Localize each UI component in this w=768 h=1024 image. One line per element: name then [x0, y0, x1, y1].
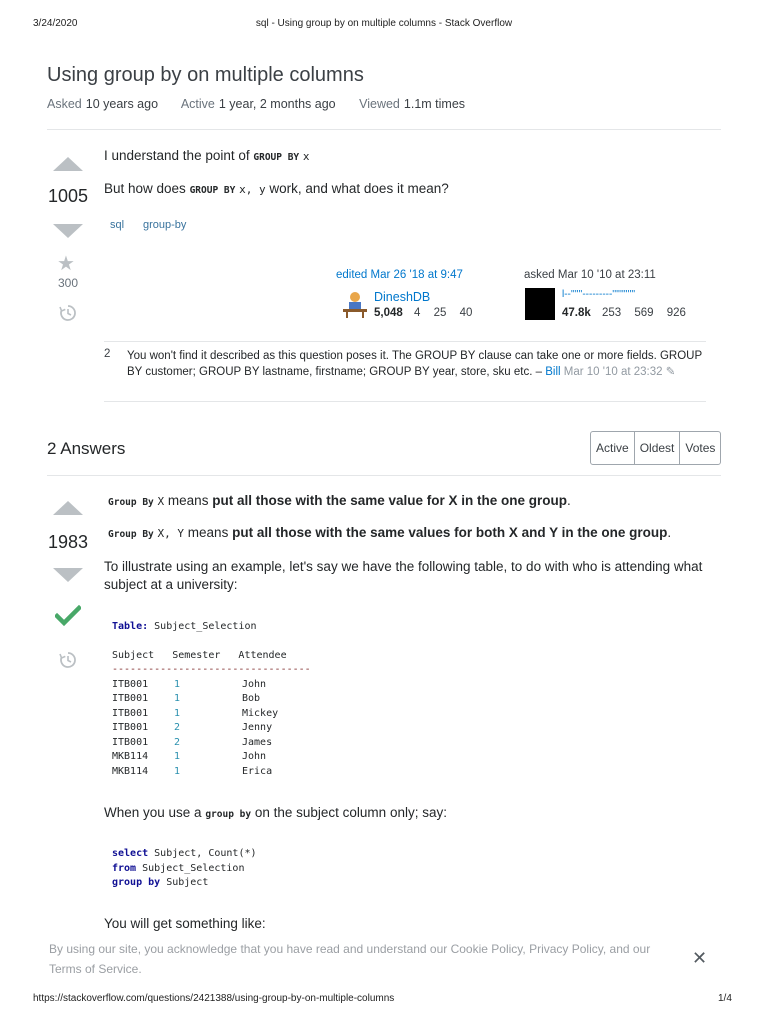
question-line-2: But how does GROUP BY x, y work, and what does it mean? — [104, 181, 449, 196]
answer-para-5: You will get something like: — [104, 916, 266, 931]
print-url: https://stackoverflow.com/questions/2421388/using-group-by-on-multiple-columns — [33, 993, 395, 1004]
table-row: ITB001 1 Mickey — [112, 707, 279, 719]
asked-timestamp[interactable]: asked Mar 10 '10 at 23:11 — [524, 269, 656, 281]
question-vote-count: 1005 — [47, 186, 89, 206]
answer-para-1: Group By X means put all those with the same value for X in the one group. — [108, 493, 571, 508]
viewed-label: Viewed — [359, 97, 400, 111]
asked-label: Asked — [47, 97, 82, 111]
active-label: Active — [180, 97, 215, 111]
answer-upvote-icon[interactable] — [53, 501, 83, 515]
active-value[interactable]: 1 year, 2 months ago — [218, 97, 336, 111]
accepted-check-icon — [55, 605, 81, 632]
asker-name[interactable]: l--''''''---------'''''''''''' — [562, 289, 636, 300]
answers-divider — [47, 475, 721, 476]
answer-vote-count: 1983 — [47, 532, 89, 552]
favorite-count: 300 — [57, 276, 79, 290]
viewed-value: 1.1m times — [403, 97, 466, 111]
comment-body: You won't find it described as this question poses it. The GROUP BY clause can take one or more fields. GROUP BY customer; GROUP BY lastname, firstname; GROUP BY year, store, sku etc. – Bill Mar 10 '10 at 23:32 ✎ — [127, 350, 702, 378]
sort-tab-votes[interactable]: Votes — [685, 441, 716, 455]
answer-downvote-icon[interactable] — [53, 568, 83, 582]
comment-score: 2 — [104, 348, 111, 360]
edited-timestamp[interactable]: edited Mar 26 '18 at 9:47 — [336, 269, 463, 281]
history-icon[interactable] — [58, 303, 78, 328]
sort-tab-oldest[interactable]: Oldest — [635, 432, 681, 464]
close-icon[interactable]: ✕ — [692, 948, 708, 968]
print-date: 3/24/2020 — [33, 18, 78, 29]
comment-user[interactable]: Bill — [545, 366, 561, 378]
table-row: MKB114 1 John — [112, 751, 267, 762]
editor-name[interactable]: DineshDB — [374, 290, 431, 304]
question-meta — [47, 97, 485, 111]
answer-para-3: To illustrate using an example, let's say we have the following table, to do with who is attending what subject at a university: — [104, 559, 703, 592]
print-page-number: 1/4 — [718, 993, 732, 1004]
code-group-by: GROUP BY — [253, 152, 300, 163]
question-title[interactable]: Using group by on multiple columns — [47, 64, 364, 86]
answers-count: 2 Answers — [47, 439, 126, 458]
title-divider — [47, 129, 721, 130]
sort-tab-active[interactable]: Active — [591, 432, 635, 464]
editor-stats: 5,048 4 25 40 — [374, 307, 473, 319]
question-line-1: I understand the point of GROUP BY x — [104, 148, 310, 163]
upvote-icon[interactable] — [53, 157, 83, 171]
table-row: ITB001 1 John — [112, 678, 267, 690]
downvote-icon[interactable] — [53, 224, 83, 238]
asker-avatar[interactable] — [525, 288, 555, 320]
asker-stats: 47.8k 253 569 926 — [562, 307, 686, 319]
table-row: ITB001 1 Bob — [112, 693, 261, 704]
table-row: ITB001 2 Jenny — [112, 722, 273, 733]
pencil-icon[interactable]: ✎ — [665, 366, 676, 378]
tag-sql[interactable]: sql — [110, 219, 125, 231]
tag-group-by[interactable]: group-by — [143, 219, 187, 231]
comment-divider-bottom — [104, 401, 706, 402]
sql-code-block: select Subject, Count(*) from Subject_Selection group by Subject — [112, 848, 257, 888]
star-icon[interactable]: ★ — [57, 253, 75, 275]
comment-date[interactable]: Mar 10 '10 at 23:32 — [563, 366, 663, 378]
comment-divider-top — [104, 341, 706, 342]
answer-history-icon[interactable] — [58, 650, 78, 675]
answer-sort-tabs — [590, 431, 721, 465]
answer-para-4: When you use a group by on the subject column only; say: — [104, 805, 447, 820]
cookie-text[interactable]: By using our site, you acknowledge that you have read and understand our Cookie Policy, Privacy Policy, and our Terms of Service. — [49, 942, 651, 976]
code-x: x — [302, 150, 310, 163]
table-row: MKB114 1 Erica — [112, 765, 273, 777]
table-row: ITB001 2 James — [112, 736, 273, 748]
table-code-block: Table: Subject_Selection Subject Semester Attendee --------------------------------- ITB001 1 John ITB001 1 Bob ITB001 1 Mickey ITB001 2 Jenny ITB001 2 James MKB114 1 John MKB114 1 Erica — [112, 620, 311, 779]
answer-para-2: Group By X, Y means put all those with the same values for both X and Y in the one group. — [108, 525, 672, 540]
dineshdb-avatar[interactable] — [340, 288, 370, 318]
asked-value: 10 years ago — [85, 97, 159, 111]
print-page-title: sql - Using group by on multiple columns - Stack Overflow — [255, 18, 513, 29]
